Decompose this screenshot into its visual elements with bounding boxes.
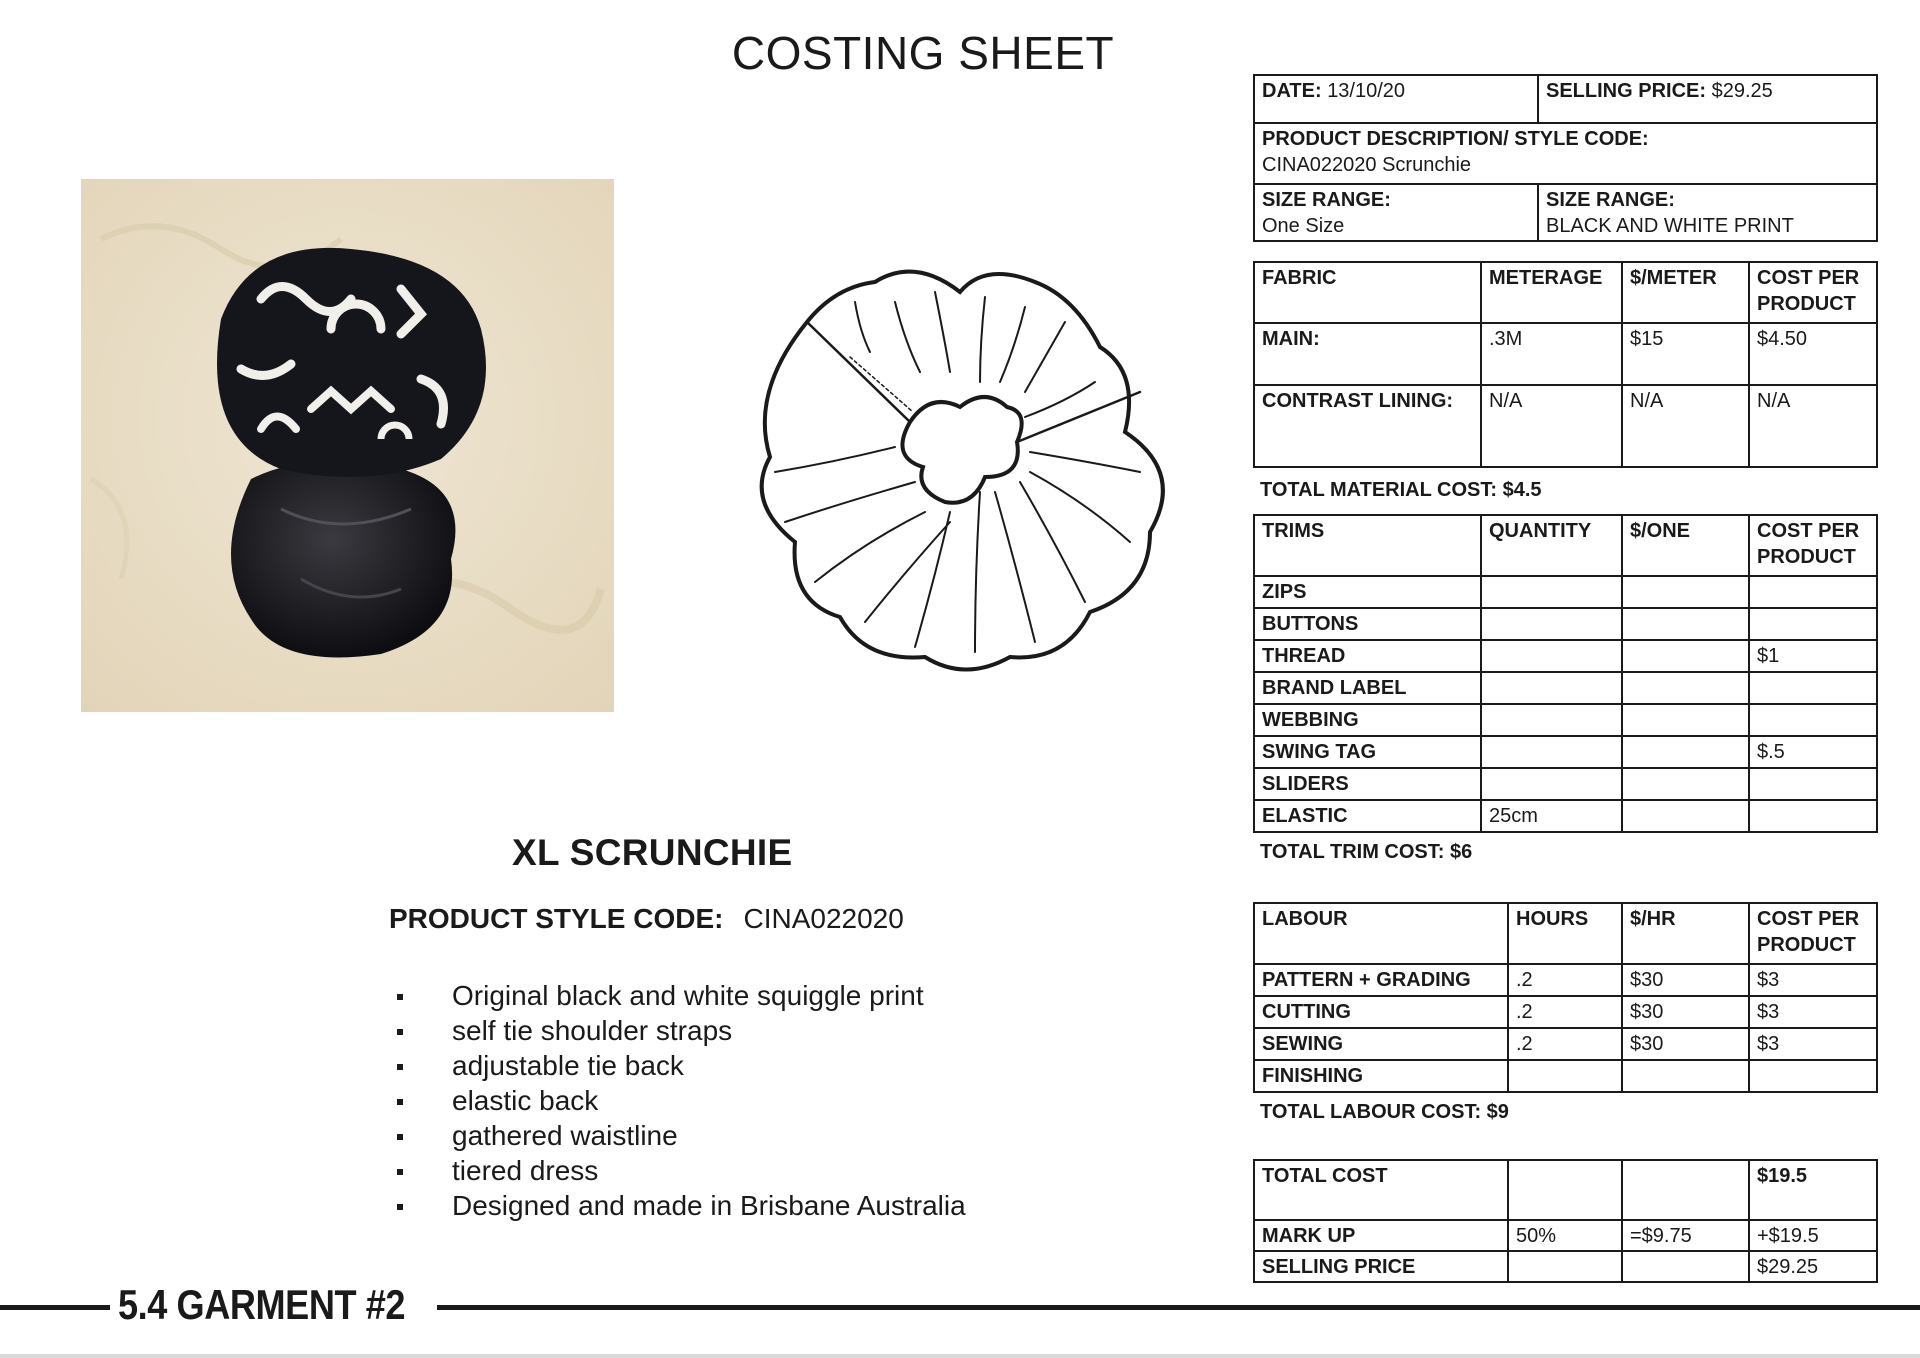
bottom-bar bbox=[0, 1354, 1920, 1358]
total-cost-value: $19.5 bbox=[1749, 1160, 1877, 1220]
summary-cell: $29.25 bbox=[1749, 1251, 1877, 1282]
product-photo bbox=[81, 179, 614, 712]
trims-header: TRIMS bbox=[1254, 515, 1481, 576]
trim-row-label: SWING TAG bbox=[1254, 736, 1481, 768]
labour-cell bbox=[1749, 1060, 1877, 1092]
meterage-header: METERAGE bbox=[1481, 262, 1622, 323]
trim-cell bbox=[1622, 704, 1749, 736]
summary-cell bbox=[1508, 1160, 1622, 1220]
per-meter-header: $/METER bbox=[1622, 262, 1749, 323]
footer-rule-left bbox=[0, 1305, 110, 1310]
cost-per-product-header: COST PER PRODUCT bbox=[1749, 515, 1877, 576]
labour-cell: $30 bbox=[1622, 1028, 1749, 1060]
trim-row-label: THREAD bbox=[1254, 640, 1481, 672]
trim-cell: 25cm bbox=[1481, 800, 1622, 832]
fabric-row-label: CONTRAST LINING: bbox=[1254, 385, 1481, 467]
feature-list bbox=[389, 978, 966, 1223]
trim-cell bbox=[1481, 576, 1622, 608]
product-style-code bbox=[389, 903, 904, 935]
trim-row-label: BRAND LABEL bbox=[1254, 672, 1481, 704]
labour-cell: .2 bbox=[1508, 996, 1622, 1028]
trim-cell bbox=[1481, 640, 1622, 672]
product-name: XL SCRUNCHIE bbox=[512, 832, 793, 873]
labour-cell: $3 bbox=[1749, 1028, 1877, 1060]
summary-cell bbox=[1622, 1251, 1749, 1282]
trim-cell bbox=[1622, 672, 1749, 704]
summary-cell bbox=[1622, 1160, 1749, 1220]
summary-cell: 50% bbox=[1508, 1220, 1622, 1251]
trims-table bbox=[1253, 514, 1878, 833]
per-one-header: $/ONE bbox=[1622, 515, 1749, 576]
trim-cell: $.5 bbox=[1749, 736, 1877, 768]
feature-item: elastic back bbox=[389, 1083, 966, 1118]
feature-item: tiered dress bbox=[389, 1153, 966, 1188]
summary-table bbox=[1253, 1159, 1878, 1283]
trim-cell bbox=[1481, 768, 1622, 800]
fabric-cell: N/A bbox=[1622, 385, 1749, 467]
trim-row-label: ZIPS bbox=[1254, 576, 1481, 608]
cost-per-product-header: COST PER PRODUCT bbox=[1749, 262, 1877, 323]
labour-cell: .2 bbox=[1508, 964, 1622, 996]
labour-cell: $30 bbox=[1622, 996, 1749, 1028]
style-code-label: PRODUCT STYLE CODE: bbox=[389, 903, 724, 934]
summary-row-label: MARK UP bbox=[1254, 1220, 1508, 1251]
summary-row-label: TOTAL COST bbox=[1254, 1160, 1508, 1220]
labour-row-label: FINISHING bbox=[1254, 1060, 1508, 1092]
trim-cell bbox=[1622, 768, 1749, 800]
trim-cell bbox=[1481, 736, 1622, 768]
quantity-header: QUANTITY bbox=[1481, 515, 1622, 576]
labour-cell bbox=[1508, 1060, 1622, 1092]
trim-cell bbox=[1749, 608, 1877, 640]
fabric-cell: $15 bbox=[1622, 323, 1749, 385]
header-table bbox=[1253, 74, 1878, 242]
summary-cell bbox=[1508, 1251, 1622, 1282]
trim-row-label: ELASTIC bbox=[1254, 800, 1481, 832]
fabric-cell: $4.50 bbox=[1749, 323, 1877, 385]
total-trim-cost: TOTAL TRIM COST: $6 bbox=[1260, 841, 1473, 863]
labour-row-label: PATTERN + GRADING bbox=[1254, 964, 1508, 996]
trim-cell: $1 bbox=[1749, 640, 1877, 672]
selling-price-cell: SELLING PRICE: $29.25 bbox=[1538, 75, 1877, 123]
labour-header: LABOUR bbox=[1254, 903, 1508, 964]
trim-row-label: WEBBING bbox=[1254, 704, 1481, 736]
feature-item: adjustable tie back bbox=[389, 1048, 966, 1083]
labour-cell: .2 bbox=[1508, 1028, 1622, 1060]
labour-cell: $30 bbox=[1622, 964, 1749, 996]
date-cell: DATE: 13/10/20 bbox=[1254, 75, 1538, 123]
fabric-cell: N/A bbox=[1749, 385, 1877, 467]
trim-cell bbox=[1622, 800, 1749, 832]
summary-row-label: SELLING PRICE bbox=[1254, 1251, 1508, 1282]
labour-row-label: CUTTING bbox=[1254, 996, 1508, 1028]
labour-row-label: SEWING bbox=[1254, 1028, 1508, 1060]
trim-cell bbox=[1749, 576, 1877, 608]
summary-cell: +$19.5 bbox=[1749, 1220, 1877, 1251]
hours-header: HOURS bbox=[1508, 903, 1622, 964]
labour-cell: $3 bbox=[1749, 964, 1877, 996]
trim-cell bbox=[1749, 800, 1877, 832]
trim-cell bbox=[1622, 576, 1749, 608]
trim-row-label: BUTTONS bbox=[1254, 608, 1481, 640]
trim-cell bbox=[1622, 736, 1749, 768]
cost-per-product-header: COST PER PRODUCT bbox=[1749, 903, 1877, 964]
total-labour-cost: TOTAL LABOUR COST: $9 bbox=[1260, 1101, 1509, 1123]
description-cell: PRODUCT DESCRIPTION/ STYLE CODE: CINA022020 Scrunchie bbox=[1254, 123, 1877, 184]
total-material-cost: TOTAL MATERIAL COST: $4.5 bbox=[1260, 479, 1542, 501]
footer-title: 5.4 GARMENT #2 bbox=[118, 1281, 406, 1328]
colour-cell: SIZE RANGE: BLACK AND WHITE PRINT bbox=[1538, 184, 1877, 241]
labour-cell bbox=[1622, 1060, 1749, 1092]
fabric-table bbox=[1253, 261, 1878, 468]
feature-item: Designed and made in Brisbane Australia bbox=[389, 1188, 966, 1223]
trim-cell bbox=[1749, 672, 1877, 704]
fabric-header: FABRIC bbox=[1254, 262, 1481, 323]
labour-table bbox=[1253, 902, 1878, 1093]
trim-cell bbox=[1481, 608, 1622, 640]
labour-cell: $3 bbox=[1749, 996, 1877, 1028]
fabric-cell: .3M bbox=[1481, 323, 1622, 385]
trim-cell bbox=[1481, 704, 1622, 736]
trim-row-label: SLIDERS bbox=[1254, 768, 1481, 800]
feature-item: Original black and white squiggle print bbox=[389, 978, 966, 1013]
trim-cell bbox=[1481, 672, 1622, 704]
trim-cell bbox=[1622, 640, 1749, 672]
footer-rule-right bbox=[437, 1305, 1920, 1310]
fabric-cell: N/A bbox=[1481, 385, 1622, 467]
page-title: COSTING SHEET bbox=[731, 27, 1115, 79]
flat-drawing bbox=[745, 262, 1193, 680]
per-hour-header: $/HR bbox=[1622, 903, 1749, 964]
size-range-cell: SIZE RANGE: One Size bbox=[1254, 184, 1538, 241]
style-code-value: CINA022020 bbox=[743, 903, 904, 934]
trim-cell bbox=[1749, 704, 1877, 736]
summary-cell: =$9.75 bbox=[1622, 1220, 1749, 1251]
feature-item: self tie shoulder straps bbox=[389, 1013, 966, 1048]
trim-cell bbox=[1622, 608, 1749, 640]
fabric-row-label: MAIN: bbox=[1254, 323, 1481, 385]
trim-cell bbox=[1749, 768, 1877, 800]
feature-item: gathered waistline bbox=[389, 1118, 966, 1153]
